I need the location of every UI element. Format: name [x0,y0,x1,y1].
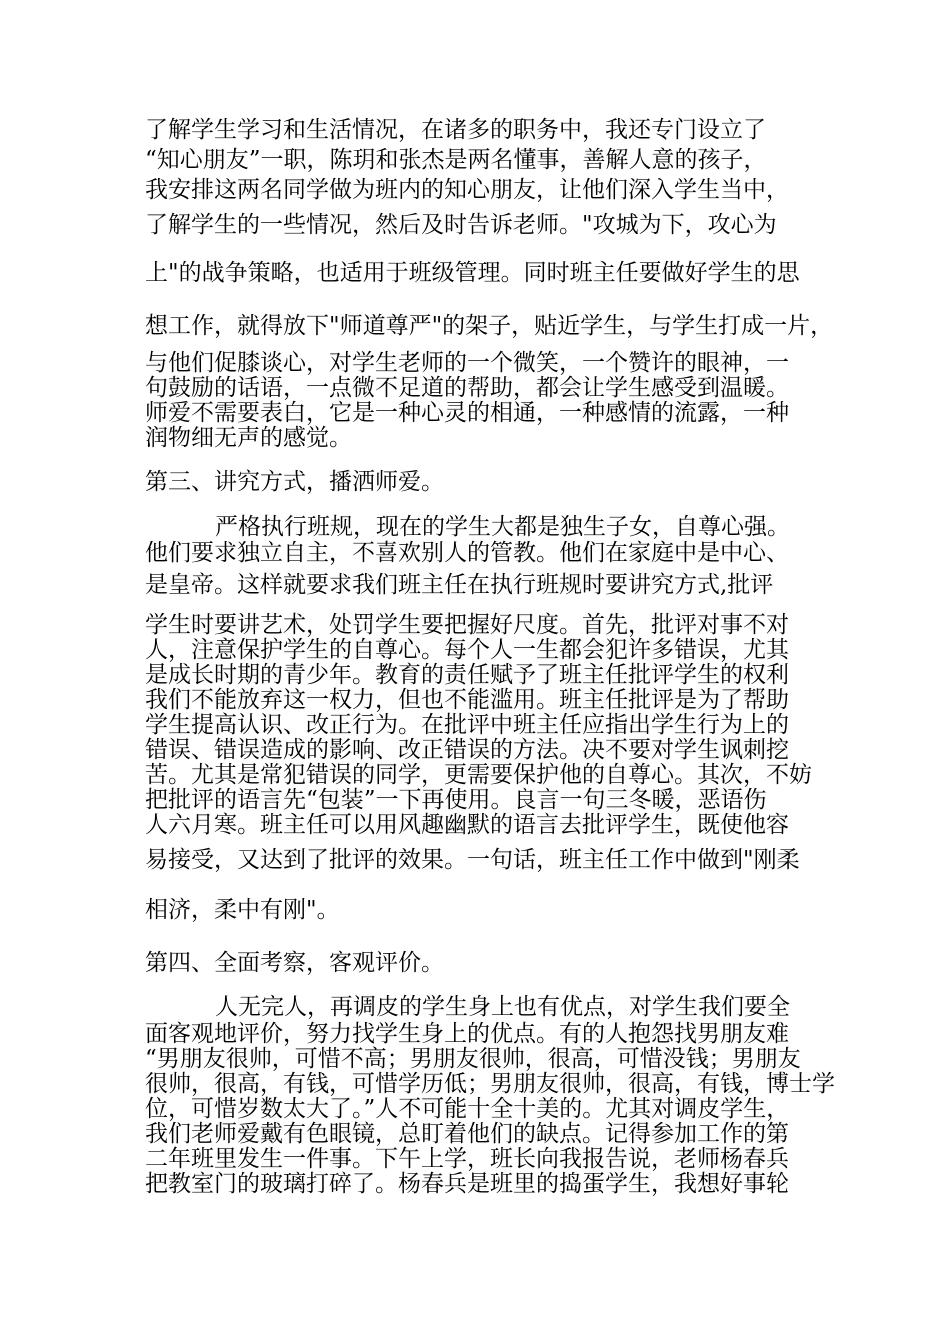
text-line: 了解学生学习和生活情况，在诸多的职务中，我还专门设立了 [145,117,766,143]
text-line: 学生时要讲艺术，处罚学生要把握好尺度。首先，批评对事不对 [145,612,789,638]
text-line: 了解学生的一些情况，然后及时告诉老师。"攻城为下，攻心为 [145,212,777,238]
text-line: 面客观地评价，努力找学生身上的优点。有的人抱怨找男朋友难 [145,1021,789,1047]
text-line: 学生提高认识、改正行为。在批评中班主任应指出学生行为上的 [145,712,789,738]
text-line: 润物细无声的感觉。 [145,425,352,451]
text-line: 句鼓励的话语，一点微不足道的帮助，都会让学生感受到温暖。 [145,375,789,401]
text-line: 我安排这两名同学做为班内的知心朋友，让他们深入学生当中， [145,177,789,203]
text-line: 我们不能放弃这一权力，但也不能滥用。班主任批评是为了帮助 [145,687,789,713]
text-line: 人，注意保护学生的自尊心。每个人一生都会犯许多错误，尤其 [145,637,789,663]
text-line: 上"的战争策略，也适用于班级管理。同时班主任要做好学生的思 [145,260,800,286]
text-line: 与他们促膝谈心，对学生老师的一个微笑，一个赞许的眼神，一 [145,350,789,376]
text-line: 是成长时期的青少年。教育的责任赋予了班主任批评学生的权利 [145,662,789,688]
text-line: 严格执行班规，现在的学生大都是独生子女，自尊心强。 [215,514,790,540]
text-line: 他们要求独立自主，不喜欢别人的管教。他们在家庭中是中心、 [145,540,789,566]
text-line: “知心朋友”一职，陈玥和张杰是两名懂事，善解人意的孩子， [145,147,767,173]
text-line: 把批评的语言先“包装”一下再使用。良言一句三冬暖，恶语伤 [145,787,767,813]
text-line: 易接受，又达到了批评的效果。一句话，班主任工作中做到"刚柔 [145,847,800,873]
text-line: 相济，柔中有刚"。 [145,897,340,923]
text-line: 人无完人，再调皮的学生身上也有优点，对学生我们要全 [215,994,790,1020]
text-line: 二年班里发生一件事。下午上学，班长向我报告说，老师杨春兵 [145,1146,789,1172]
text-line: 很帅，很高，有钱，可惜学历低；男朋友很帅，很高，有钱，博士学 [145,1071,835,1097]
section-heading: 第三、讲究方式，播洒师爱。 [145,469,444,495]
text-line: 想工作，就得放下"师道尊严"的架子，贴近学生，与学生打成一片， [145,313,834,339]
text-line: “男朋友很帅，可惜不高；男朋友很帅，很高，可惜没钱；男朋友 [145,1046,801,1072]
text-line: 苦。尤其是常犯错误的同学，更需要保护他的自尊心。其次，不妨 [145,762,812,788]
text-line: 把教室门的玻璃打碎了。杨春兵是班里的捣蛋学生，我想好事轮 [145,1171,789,1197]
text-line: 人六月寒。班主任可以用风趣幽默的语言去批评学生，既使他容 [145,812,789,838]
text-line: 师爱不需要表白，它是一种心灵的相通，一种感情的流露，一种 [145,400,789,426]
text-line: 位，可惜岁数太大了。”人不可能十全十美的。尤其对调皮学生， [145,1096,790,1122]
text-line: 错误、错误造成的影响、改正错误的方法。决不要对学生讽刺挖 [145,737,789,763]
text-line: 我们老师爱戴有色眼镜，总盯着他们的缺点。记得参加工作的第 [145,1121,789,1147]
text-line: 是皇帝。这样就要求我们班主任在执行班规时要讲究方式,批评 [145,572,774,598]
section-heading: 第四、全面考察，客观评价。 [145,950,444,976]
